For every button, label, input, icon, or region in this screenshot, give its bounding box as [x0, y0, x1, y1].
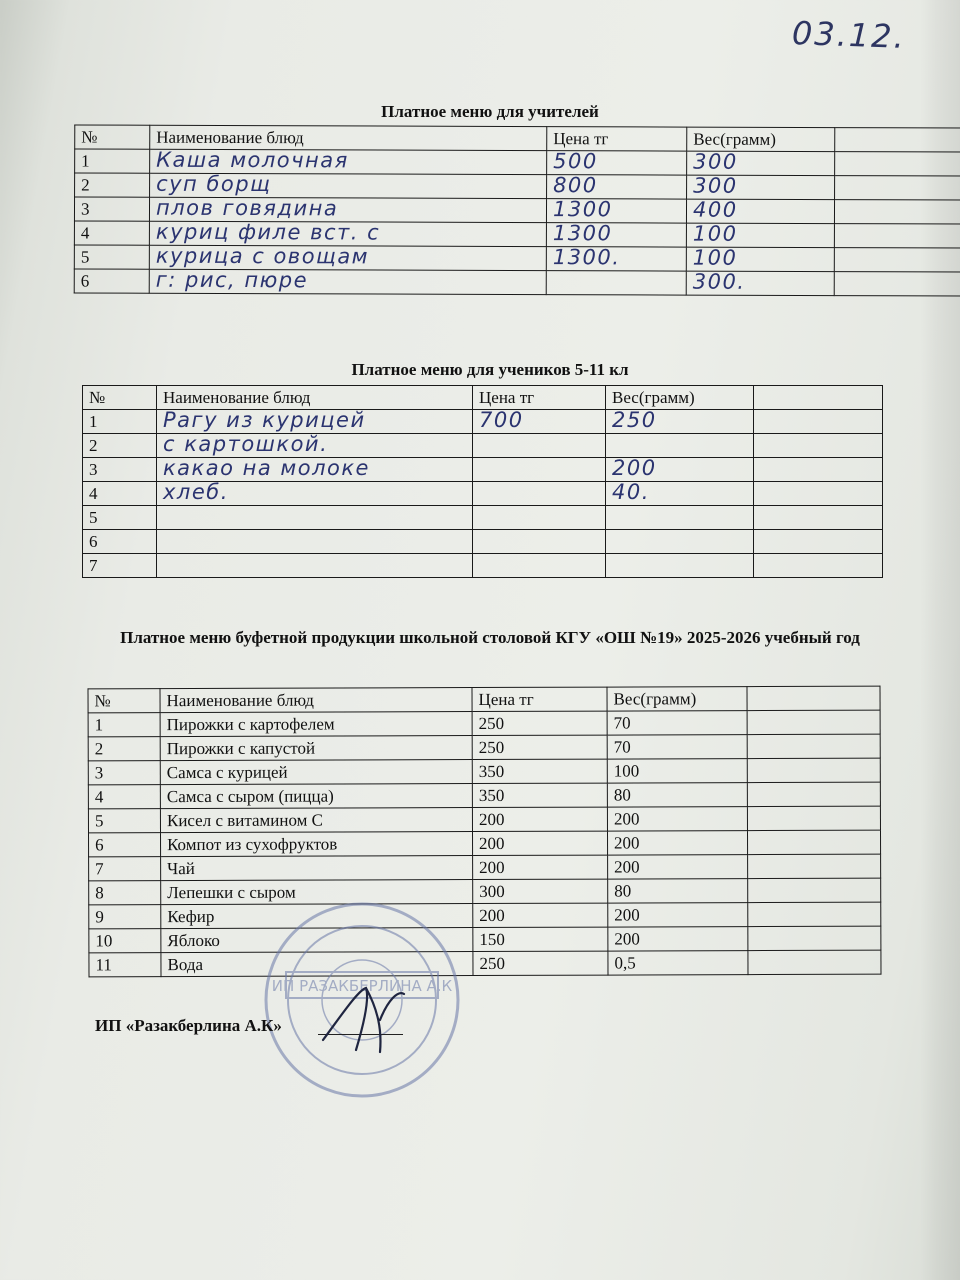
- dish-price: [546, 199, 686, 223]
- row-number: 3: [74, 197, 149, 221]
- table-row: [88, 734, 880, 761]
- dish-name: [157, 482, 473, 506]
- dish-name: [157, 530, 473, 554]
- extra-cell: [747, 782, 880, 806]
- row-number: 11: [89, 953, 161, 977]
- row-number: 10: [89, 929, 161, 953]
- dish-weight-handwriting: 300.: [692, 269, 746, 294]
- dish-price-handwriting: 500: [553, 149, 598, 174]
- dish-weight: [606, 458, 754, 482]
- column-header: [835, 128, 960, 152]
- table-header-row: [83, 386, 883, 410]
- table-row: [88, 806, 880, 833]
- dish-weight-handwriting: 400: [692, 197, 738, 222]
- table-row: [83, 482, 883, 506]
- dish-weight: 80: [607, 783, 747, 807]
- table-header-row: [88, 686, 880, 713]
- extra-cell: [748, 878, 881, 902]
- dish-weight: [687, 151, 835, 176]
- dish-price: 300: [473, 879, 608, 903]
- table-row: [89, 902, 881, 929]
- table-row: [83, 506, 883, 530]
- dish-weight: [606, 482, 754, 506]
- row-number: 2: [75, 173, 150, 197]
- dish-weight: [606, 506, 754, 530]
- dish-weight-handwriting: 100: [692, 221, 738, 246]
- dish-weight: 200: [608, 927, 748, 951]
- row-number: 7: [89, 857, 161, 881]
- dish-price: 250: [472, 735, 607, 759]
- row-number: 6: [89, 833, 161, 857]
- table-row: [89, 950, 881, 977]
- dish-price: 250: [472, 711, 607, 735]
- dish-weight: [606, 434, 754, 458]
- teachers-menu-title: Платное меню для учителей: [381, 102, 599, 121]
- dish-name-handwriting: курица с овощам: [155, 243, 370, 269]
- dish-price: [473, 530, 606, 554]
- dish-weight: 200: [608, 903, 748, 927]
- dish-name: Яблоко: [161, 928, 473, 953]
- dish-name: [157, 506, 473, 530]
- row-number: 3: [88, 761, 160, 785]
- dish-price: [473, 482, 606, 506]
- dish-weight: 80: [608, 879, 748, 903]
- dish-name: Самса с сыром (пицца): [160, 784, 472, 809]
- extra-cell: [748, 950, 881, 974]
- table-row: [83, 458, 883, 482]
- dish-name-handwriting: суп борщ: [156, 171, 272, 197]
- dish-name: Чай: [161, 856, 473, 881]
- dish-name: Кефир: [161, 904, 473, 929]
- dish-price: [546, 223, 686, 247]
- students-menu-body: [83, 386, 883, 578]
- extra-cell: [835, 152, 960, 176]
- column-header: Вес(грамм): [606, 386, 754, 410]
- handwritten-date: 03.12.: [791, 14, 907, 56]
- dish-price: 200: [473, 831, 608, 855]
- dish-price: 200: [472, 807, 607, 831]
- column-header: №: [75, 125, 150, 149]
- dish-weight: 70: [607, 735, 747, 759]
- dish-name: [149, 245, 546, 270]
- table-row: [83, 410, 883, 434]
- table-row: [74, 269, 960, 296]
- dish-weight-handwriting: 300: [693, 173, 738, 198]
- dish-name: Вода: [161, 952, 473, 977]
- table-row: [89, 854, 881, 881]
- dish-price: [546, 247, 686, 271]
- row-number: 5: [74, 245, 149, 269]
- column-header: [754, 386, 883, 410]
- dish-price: [473, 434, 606, 458]
- dish-name: [157, 458, 473, 482]
- table-row: [83, 554, 883, 578]
- extra-cell: [754, 482, 883, 506]
- row-number: 4: [74, 221, 149, 245]
- buffet-menu-title: Платное меню буфетной продукции школьной столовой КГУ «ОШ №19» 2025-2026 учебный год: [120, 628, 860, 647]
- dish-name: [149, 197, 546, 222]
- handwritten-signature: [318, 980, 408, 1060]
- dish-weight: [606, 530, 754, 554]
- row-number: 1: [88, 713, 160, 737]
- dish-weight: [686, 199, 834, 224]
- row-number: 1: [75, 149, 150, 173]
- dish-weight: 100: [607, 759, 747, 783]
- row-number: 6: [83, 530, 157, 554]
- dish-weight: [686, 271, 834, 296]
- table-row: [88, 782, 880, 809]
- extra-cell: [748, 902, 881, 926]
- row-number: 9: [89, 905, 161, 929]
- dish-name: Пирожки с капустой: [160, 736, 472, 761]
- dish-price: 250: [473, 951, 608, 975]
- row-number: 3: [83, 458, 157, 482]
- dish-name-handwriting: какао на молоке: [163, 456, 370, 480]
- dish-weight: [687, 175, 835, 200]
- dish-price: 350: [472, 783, 607, 807]
- column-header: №: [83, 386, 157, 410]
- column-header: Наименование блюд: [157, 386, 473, 410]
- dish-name: [149, 221, 546, 246]
- extra-cell: [834, 200, 960, 224]
- extra-cell: [747, 830, 880, 854]
- extra-cell: [754, 458, 883, 482]
- dish-price: 200: [473, 903, 608, 927]
- dish-name: [149, 269, 546, 294]
- dish-price: [473, 506, 606, 530]
- table-row: [88, 710, 880, 737]
- teachers-menu-table: [74, 124, 960, 296]
- table-row: [89, 926, 881, 953]
- table-row: [88, 758, 880, 785]
- row-number: 2: [83, 434, 157, 458]
- dish-price: 350: [472, 759, 607, 783]
- column-header: [747, 686, 880, 710]
- extra-cell: [835, 176, 960, 200]
- students-menu-title: Платное меню для учеников 5-11 кл: [351, 360, 629, 379]
- dish-price: [547, 151, 687, 175]
- dish-weight-handwriting: 40.: [612, 480, 650, 504]
- dish-price: [473, 554, 606, 578]
- column-header: Цена тг: [547, 127, 687, 151]
- dish-name-handwriting: с картошкой.: [163, 432, 329, 456]
- dish-name: Самса с курицей: [160, 760, 472, 785]
- extra-cell: [754, 506, 883, 530]
- extra-cell: [747, 758, 880, 782]
- dish-name: [157, 554, 473, 578]
- dish-name-handwriting: Каша молочная: [156, 147, 349, 173]
- column-header: Цена тг: [473, 386, 606, 410]
- extra-cell: [754, 410, 883, 434]
- row-number: 5: [83, 506, 157, 530]
- dish-price-handwriting: 1300: [552, 221, 613, 246]
- dish-weight: [606, 554, 754, 578]
- dish-price: [473, 458, 606, 482]
- row-number: 4: [88, 785, 160, 809]
- dish-weight: 70: [607, 711, 747, 735]
- dish-name-handwriting: Рагу из курицей: [163, 408, 366, 432]
- extra-cell: [834, 272, 960, 296]
- dish-weight: 200: [608, 855, 748, 879]
- extra-cell: [754, 554, 883, 578]
- dish-price-handwriting: 1300: [552, 197, 613, 222]
- dish-price: 150: [473, 927, 608, 951]
- dish-weight: [606, 410, 754, 434]
- dish-weight: [686, 223, 834, 248]
- dish-price-handwriting: 800: [553, 173, 598, 198]
- dish-name: [150, 173, 547, 198]
- students-menu-table: [82, 385, 883, 578]
- row-number: 5: [88, 809, 160, 833]
- dish-name-handwriting: хлеб.: [163, 480, 229, 504]
- dish-price: [547, 175, 687, 199]
- extra-cell: [754, 434, 883, 458]
- table-row: [89, 830, 881, 857]
- dish-weight-handwriting: 200: [612, 456, 657, 480]
- row-number: 2: [88, 737, 160, 761]
- dish-name-handwriting: плов говядина: [155, 195, 339, 221]
- extra-cell: [754, 530, 883, 554]
- dish-name: Пирожки с картофелем: [160, 712, 472, 737]
- row-number: 4: [83, 482, 157, 506]
- row-number: 6: [74, 269, 149, 293]
- row-number: 7: [83, 554, 157, 578]
- dish-weight-handwriting: 300: [693, 149, 738, 174]
- column-header: №: [88, 689, 160, 713]
- table-row: [83, 434, 883, 458]
- extra-cell: [748, 926, 881, 950]
- row-number: 1: [83, 410, 157, 434]
- dish-weight: [686, 247, 834, 272]
- extra-cell: [747, 734, 880, 758]
- table-row: [83, 530, 883, 554]
- dish-weight: 200: [607, 831, 747, 855]
- dish-name: [150, 149, 547, 174]
- extra-cell: [834, 224, 960, 248]
- dish-name: [157, 434, 473, 458]
- dish-weight: 0,5: [608, 951, 748, 975]
- dish-price: [546, 271, 686, 295]
- dish-weight: 200: [607, 807, 747, 831]
- dish-name: Компот из сухофруктов: [161, 832, 473, 857]
- signer-name: ИП «Разакберлина А.К»: [95, 1016, 282, 1035]
- dish-weight-handwriting: 100: [692, 245, 738, 270]
- extra-cell: [747, 710, 880, 734]
- buffet-menu-body: [88, 686, 881, 977]
- dish-price: [473, 410, 606, 434]
- dish-price-handwriting: 700: [479, 408, 524, 432]
- column-header: Наименование блюд: [160, 688, 472, 713]
- dish-name-handwriting: г: рис, пюре: [155, 267, 309, 293]
- dish-price-handwriting: 1300.: [552, 245, 621, 270]
- extra-cell: [747, 806, 880, 830]
- column-header: Цена тг: [472, 687, 607, 711]
- extra-cell: [834, 248, 960, 272]
- dish-name: [157, 410, 473, 434]
- buffet-menu-table: [87, 686, 881, 978]
- dish-weight-handwriting: 250: [612, 408, 657, 432]
- extra-cell: [748, 854, 881, 878]
- dish-name: Лепешки с сыром: [161, 880, 473, 905]
- column-header: Наименование блюд: [150, 125, 547, 150]
- teachers-menu-body: [74, 125, 960, 296]
- dish-name: Кисел с витамином С: [160, 808, 472, 833]
- stamp-text: ИП РАЗАКБЕРЛИНА А.К: [271, 977, 453, 995]
- dish-price: 200: [473, 855, 608, 879]
- column-header: Вес(грамм): [607, 687, 747, 711]
- row-number: 8: [89, 881, 161, 905]
- dish-name-handwriting: куриц филе вст. с: [155, 219, 381, 245]
- column-header: Вес(грамм): [687, 127, 835, 152]
- table-row: [89, 878, 881, 905]
